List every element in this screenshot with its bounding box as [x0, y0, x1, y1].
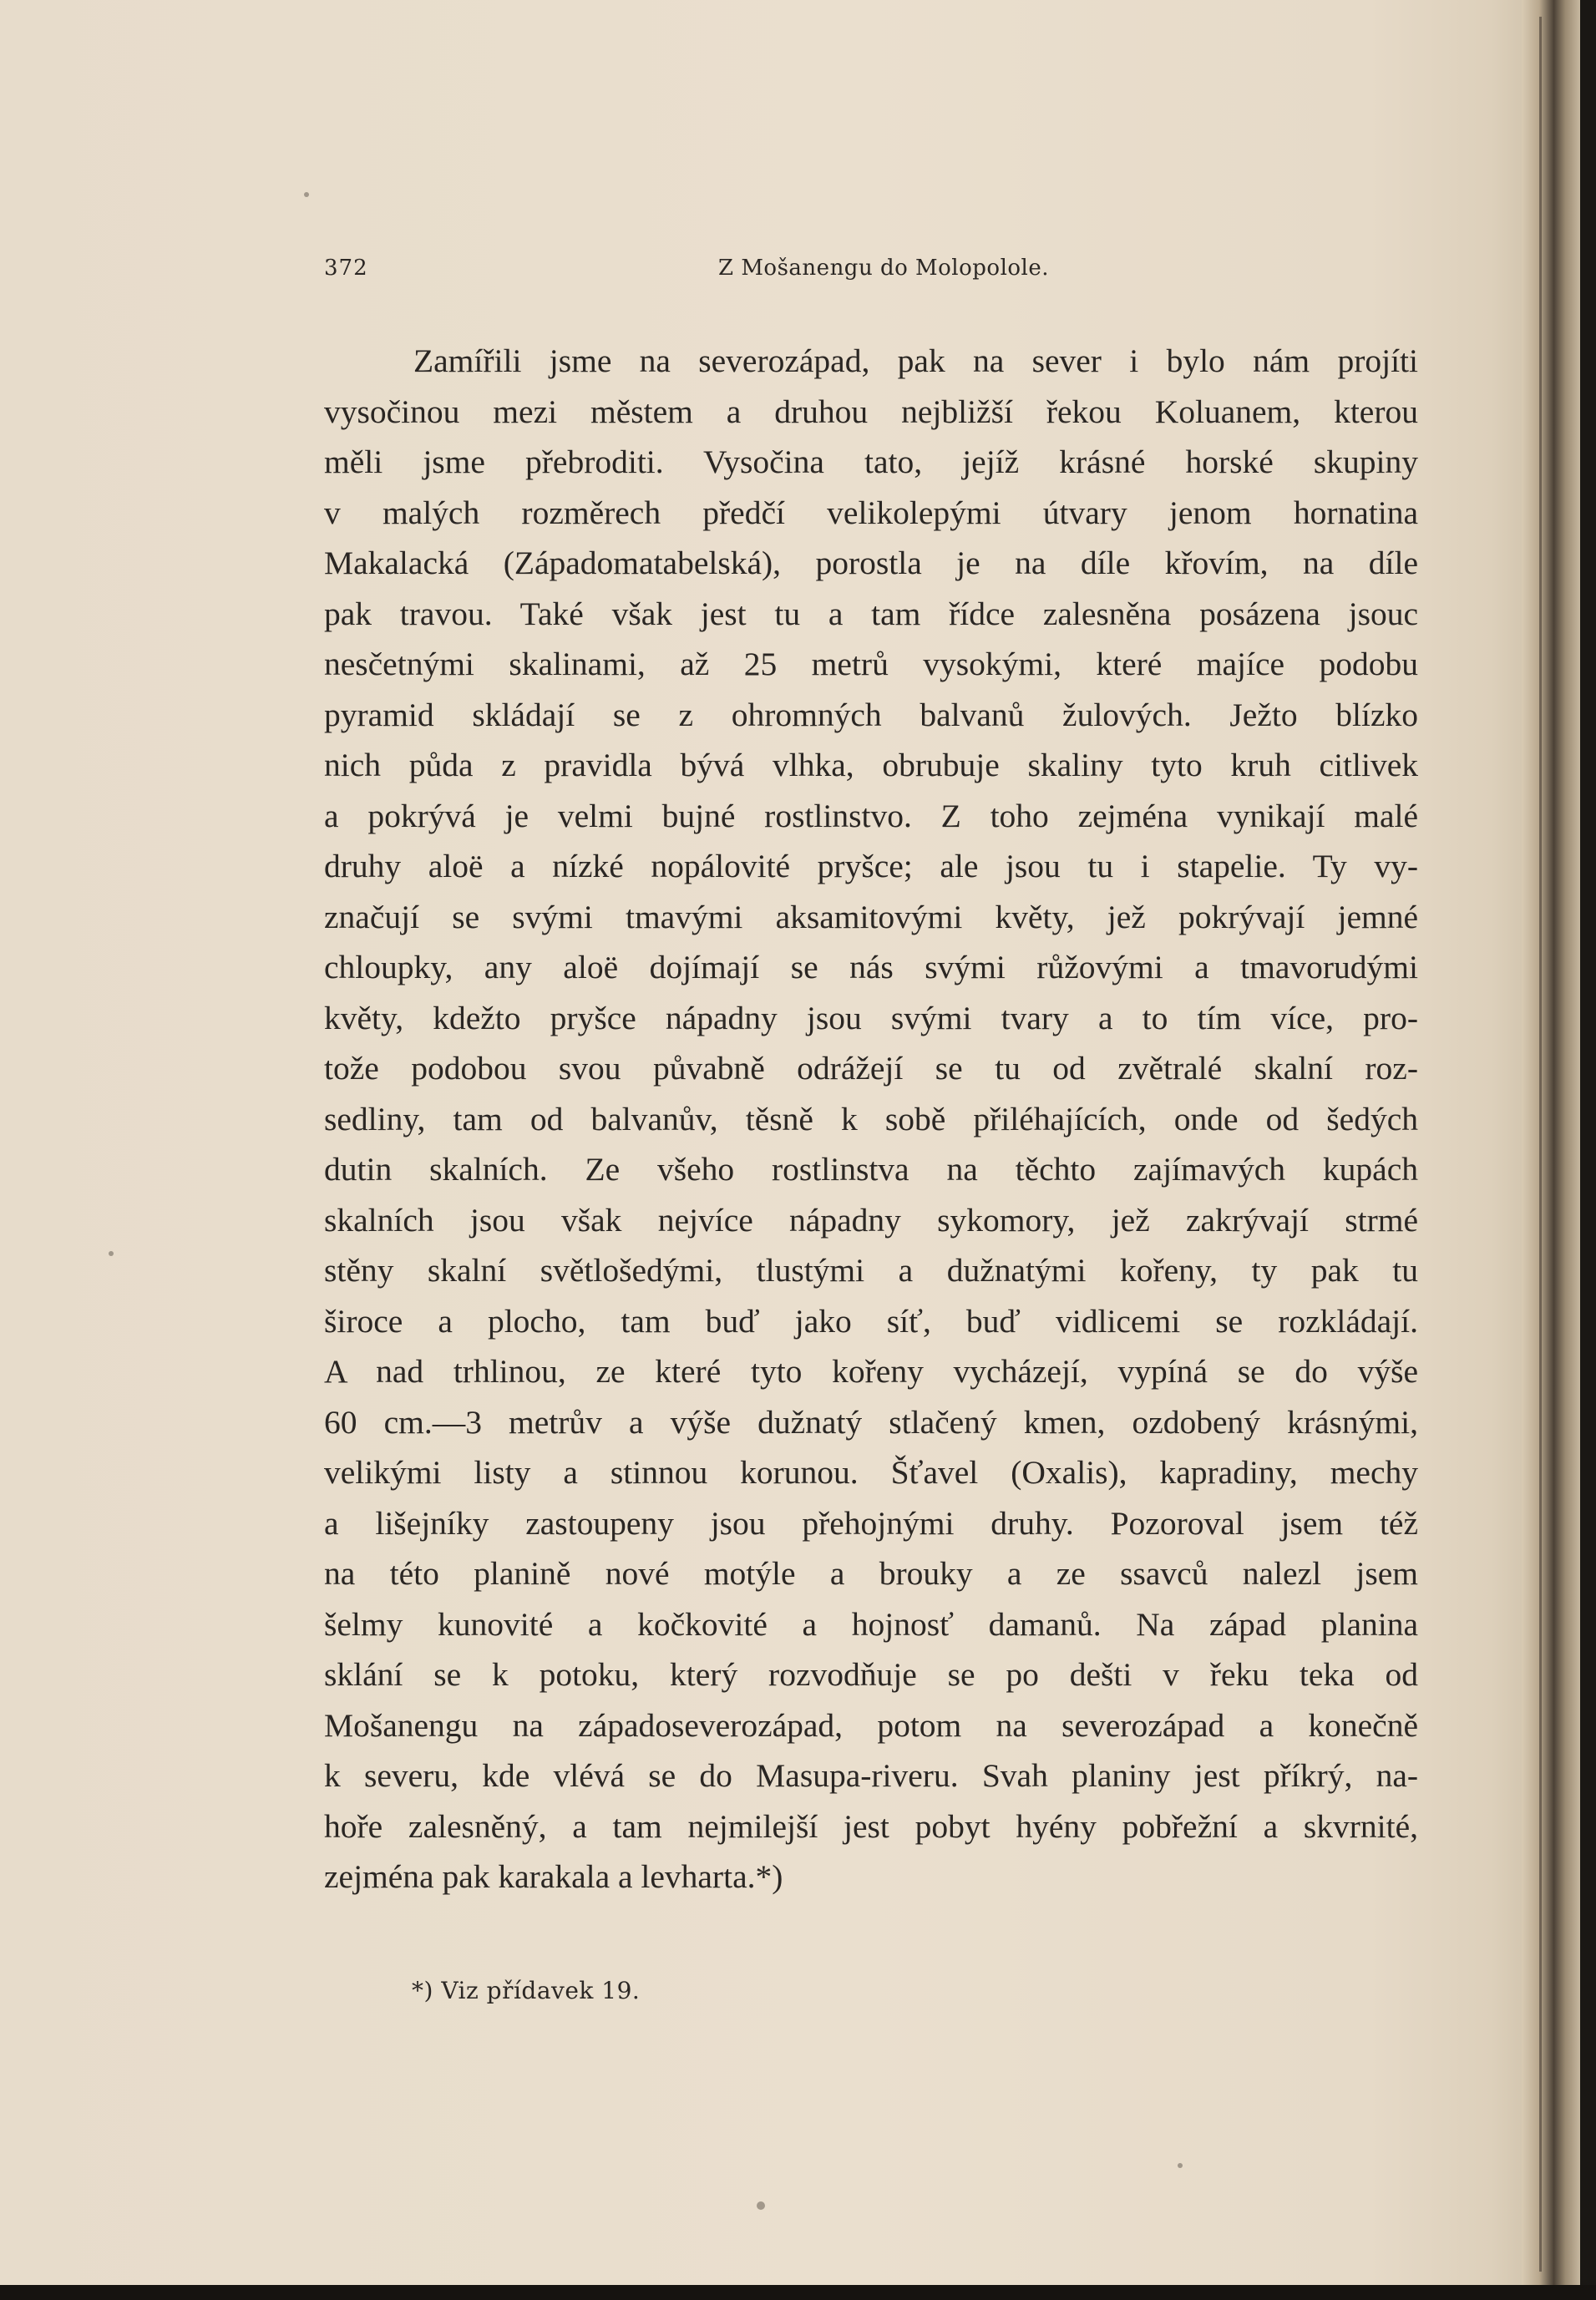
- gutter-line: [1539, 17, 1542, 2272]
- text-line: zejména pak karakala a levharta.*): [324, 1858, 783, 1895]
- text-line: značují se svými tmavými aksamitovými květy, jež pokrývají jemné: [324, 898, 1418, 935]
- text-line: široce a plocho, tam buď jako síť, buď vidlicemi se rozkládají.: [324, 1302, 1418, 1340]
- text-line: chloupky, any aloë dojímají se nás svými růžovými a tmavorudými: [324, 949, 1418, 985]
- text-line: skalních jsou však nejvíce nápadny sykomory, jež zakrývají strmé: [324, 1201, 1418, 1239]
- text-line: vysočinou mezi městem a druhou nejbližší řekou Koluanem, kterou: [324, 393, 1418, 430]
- text-line: sklání se k potoku, který rozvodňuje se po dešti v řeku teka od: [324, 1656, 1418, 1693]
- page-edge: [1580, 0, 1596, 2300]
- body-paragraph: [324, 336, 1418, 1902]
- page-number: 372: [324, 256, 368, 281]
- text-line: druhy aloë a nízké nopálovité pryšce; ale jsou tu i stapelie. Ty vy-: [324, 848, 1418, 884]
- text-line: v malých rozměrech předčí velikolepými útvary jenom hornatina: [324, 494, 1418, 531]
- text-line: šelmy kunovité a kočkovité a hojnosť damanů. Na západ planina: [324, 1605, 1418, 1643]
- paper-speck: [757, 2201, 765, 2210]
- text-line: dutin skalních. Ze všeho rostlinstva na těchto zajímavých kupách: [324, 1151, 1418, 1188]
- text-line: a lišejníky zastoupeny jsou přehojnými druhy. Pozoroval jsem též: [324, 1504, 1418, 1542]
- book-spine-shadow: [1522, 0, 1580, 2288]
- text-line: měli jsme přebroditi. Vysočina tato, jejíž krásné horské skupiny: [324, 443, 1418, 480]
- text-line: pak travou. Také však jest tu a tam řídce zalesněna posázena jsouc: [324, 595, 1418, 632]
- text-line: na této planině nové motýle a brouky a ze ssavců nalezl jsem: [324, 1555, 1418, 1592]
- bottom-edge: [0, 2285, 1596, 2300]
- paper-speck: [1178, 2163, 1183, 2168]
- text-line: pyramid skládají se z ohromných balvanů žulových. Ježto blízko: [324, 696, 1418, 733]
- text-line: 60 cm.—3 metrův a výše dužnatý stlačený kmen, ozdobený krásnými,: [324, 1403, 1418, 1441]
- text-line: stěny skalní světlošedými, tlustými a dužnatými kořeny, ty pak tu: [324, 1252, 1418, 1289]
- running-header: [324, 256, 1418, 289]
- text-line: nich půda z pravidla bývá vlhka, obrubuje skaliny tyto kruh citlivek: [324, 747, 1418, 783]
- text-line: Makalacká (Západomatabelská), porostla je na díle křovím, na díle: [324, 545, 1418, 581]
- footnote: *) Viz přídavek 19.: [412, 1977, 641, 2004]
- text-line: nesčetnými skalinami, až 25 metrů vysokými, které majíce podobu: [324, 646, 1418, 682]
- paper-speck: [109, 1251, 114, 1256]
- text-line: květy, kdežto pryšce nápadny jsou svými tvary a to tím více, pro-: [324, 999, 1418, 1036]
- text-line: hoře zalesněný, a tam nejmilejší jest pobyt hyény pobřežní a skvrnité,: [324, 1807, 1418, 1845]
- text-line: velikými listy a stinnou korunou. Šťavel (Oxalis), kapradiny, mechy: [324, 1454, 1418, 1491]
- text-line: k severu, kde vlévá se do Masupa-riveru. Svah planiny jest příkrý, na-: [324, 1757, 1418, 1794]
- text-line: tože podobou svou půvabně odrážejí se tu od zvětralé skalní roz-: [324, 1050, 1418, 1087]
- text-line: Zamířili jsme na severozápad, pak na sever i bylo nám projíti: [413, 342, 1418, 379]
- text-line: sedliny, tam od balvanův, těsně k sobě přiléhajících, onde od šedých: [324, 1100, 1418, 1137]
- running-title: Z Mošanengu do Molopolole.: [717, 256, 1050, 281]
- text-line: a pokrývá je velmi bujné rostlinstvo. Z toho zejména vynikají malé: [324, 797, 1418, 834]
- text-line: Mošanengu na západoseverozápad, potom na severozápad a konečně: [324, 1706, 1418, 1744]
- paper-speck: [304, 192, 309, 197]
- text-line: A nad trhlinou, ze které tyto kořeny vycházejí, vypíná se do výše: [324, 1353, 1418, 1390]
